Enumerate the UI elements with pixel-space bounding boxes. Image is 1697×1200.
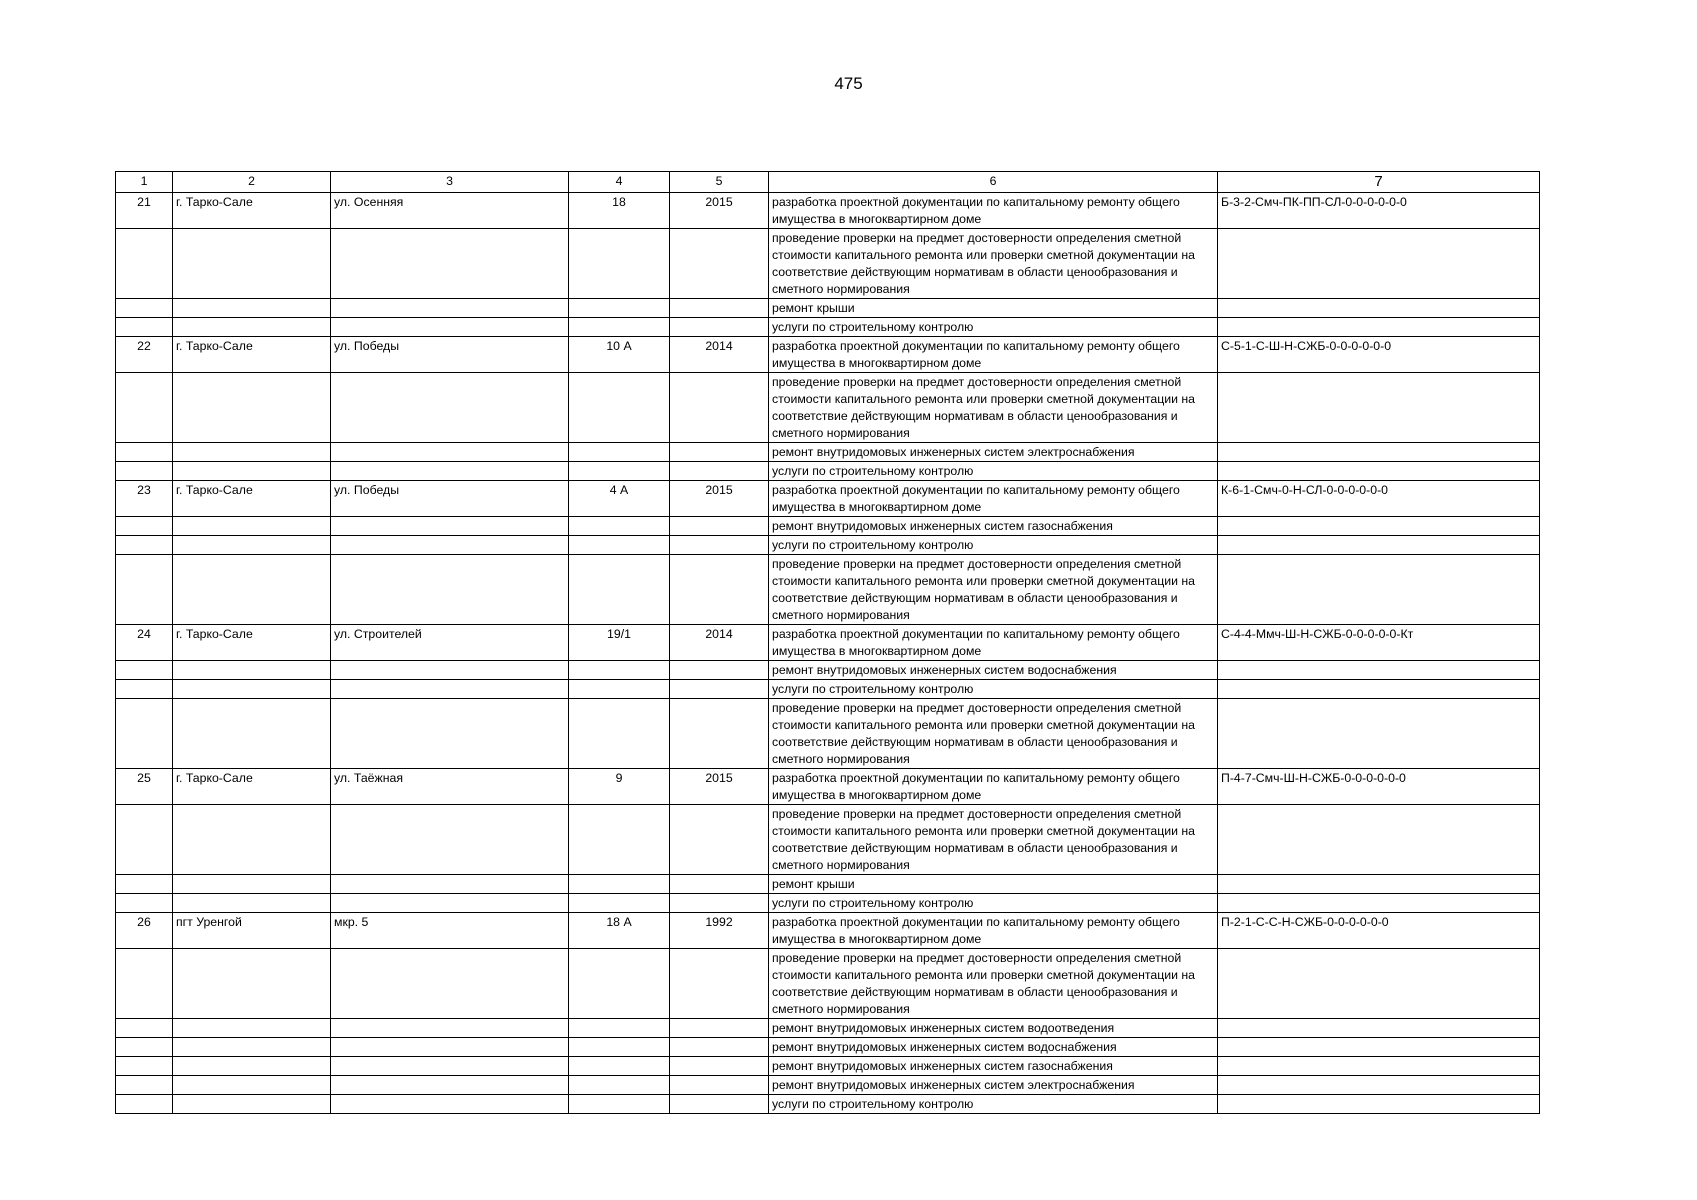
street-cell — [331, 462, 569, 481]
year-built-cell — [670, 373, 769, 443]
work-type-cell: услуги по строительному контролю — [769, 318, 1218, 337]
house-number-cell — [569, 462, 670, 481]
settlement-cell: г. Тарко-Сале — [173, 337, 331, 373]
table-row — [116, 318, 1540, 337]
settlement-cell: г. Тарко-Сале — [173, 769, 331, 805]
settlement-cell — [173, 373, 331, 443]
year-built-cell — [670, 1076, 769, 1095]
house-number-cell — [569, 373, 670, 443]
settlement-cell — [173, 517, 331, 536]
column-header: 5 — [670, 172, 769, 193]
street-cell — [331, 373, 569, 443]
table-row — [116, 1095, 1540, 1114]
row-number-cell — [116, 949, 173, 1019]
house-number-cell: 4 А — [569, 481, 670, 517]
year-built-cell — [670, 1057, 769, 1076]
table-row — [116, 680, 1540, 699]
building-code-cell — [1218, 1038, 1540, 1057]
settlement-cell — [173, 443, 331, 462]
work-type-cell: проведение проверки на предмет достоверности определения сметной стоимости капитального ремонта или проверки сметной документации на соответствие действующим нормативам в области ценообразования и сметного нормирования — [769, 373, 1218, 443]
house-number-cell: 9 — [569, 769, 670, 805]
settlement-cell — [173, 661, 331, 680]
building-code-cell: С-5-1-С-Ш-Н-СЖБ-0-0-0-0-0-0 — [1218, 337, 1540, 373]
work-type-cell: ремонт внутридомовых инженерных систем водоснабжения — [769, 1038, 1218, 1057]
house-number-cell — [569, 661, 670, 680]
building-code-cell — [1218, 517, 1540, 536]
house-number-cell — [569, 805, 670, 875]
building-code-cell — [1218, 680, 1540, 699]
table-row — [116, 875, 1540, 894]
year-built-cell — [670, 462, 769, 481]
house-number-cell — [569, 1095, 670, 1114]
table-row — [116, 1057, 1540, 1076]
row-number-cell — [116, 462, 173, 481]
column-header: 7 — [1218, 172, 1540, 193]
work-type-cell: проведение проверки на предмет достоверности определения сметной стоимости капитального ремонта или проверки сметной документации на соответствие действующим нормативам в области ценообразования и сметного нормирования — [769, 949, 1218, 1019]
row-number-cell: 26 — [116, 913, 173, 949]
column-header: 3 — [331, 172, 569, 193]
building-code-cell — [1218, 555, 1540, 625]
table-row — [116, 894, 1540, 913]
row-number-cell — [116, 1057, 173, 1076]
building-code-cell — [1218, 462, 1540, 481]
building-code-cell — [1218, 894, 1540, 913]
building-code-cell — [1218, 1057, 1540, 1076]
building-code-cell — [1218, 373, 1540, 443]
work-type-cell: ремонт внутридомовых инженерных систем водоотведения — [769, 1019, 1218, 1038]
house-number-cell — [569, 555, 670, 625]
street-cell — [331, 894, 569, 913]
house-number-cell — [569, 680, 670, 699]
work-type-cell: разработка проектной документации по капитальному ремонту общего имущества в многоквартирном доме — [769, 769, 1218, 805]
street-cell — [331, 299, 569, 318]
work-type-cell: разработка проектной документации по капитальному ремонту общего имущества в многоквартирном доме — [769, 337, 1218, 373]
settlement-cell: г. Тарко-Сале — [173, 481, 331, 517]
work-type-cell: ремонт внутридомовых инженерных систем газоснабжения — [769, 1057, 1218, 1076]
house-number-cell: 10 А — [569, 337, 670, 373]
building-code-cell: П-2-1-С-С-Н-СЖБ-0-0-0-0-0-0 — [1218, 913, 1540, 949]
table-row — [116, 699, 1540, 769]
row-number-cell — [116, 805, 173, 875]
house-number-cell — [569, 894, 670, 913]
house-number-cell — [569, 949, 670, 1019]
row-number-cell: 25 — [116, 769, 173, 805]
row-number-cell — [116, 661, 173, 680]
street-cell: ул. Победы — [331, 337, 569, 373]
table-row — [116, 443, 1540, 462]
house-number-cell: 19/1 — [569, 625, 670, 661]
table-row — [116, 1076, 1540, 1095]
year-built-cell: 2015 — [670, 481, 769, 517]
row-number-cell — [116, 1038, 173, 1057]
year-built-cell: 2015 — [670, 769, 769, 805]
settlement-cell — [173, 1095, 331, 1114]
street-cell — [331, 949, 569, 1019]
table-row — [116, 517, 1540, 536]
street-cell — [331, 1019, 569, 1038]
table-row — [116, 1019, 1540, 1038]
table-row — [116, 337, 1540, 373]
settlement-cell — [173, 1038, 331, 1057]
work-type-cell: услуги по строительному контролю — [769, 536, 1218, 555]
building-code-cell — [1218, 699, 1540, 769]
row-number-cell: 24 — [116, 625, 173, 661]
table-row — [116, 555, 1540, 625]
work-type-cell: разработка проектной документации по капитальному ремонту общего имущества в многоквартирном доме — [769, 625, 1218, 661]
settlement-cell — [173, 462, 331, 481]
house-number-cell — [569, 1057, 670, 1076]
street-cell — [331, 229, 569, 299]
row-number-cell: 21 — [116, 193, 173, 229]
settlement-cell — [173, 299, 331, 318]
street-cell — [331, 699, 569, 769]
settlement-cell — [173, 875, 331, 894]
street-cell: ул. Победы — [331, 481, 569, 517]
street-cell — [331, 1057, 569, 1076]
building-code-cell — [1218, 1019, 1540, 1038]
column-header: 1 — [116, 172, 173, 193]
table-row — [116, 193, 1540, 229]
work-type-cell: разработка проектной документации по капитальному ремонту общего имущества в многоквартирном доме — [769, 481, 1218, 517]
work-type-cell: услуги по строительному контролю — [769, 462, 1218, 481]
street-cell — [331, 517, 569, 536]
row-number-cell — [116, 894, 173, 913]
year-built-cell — [670, 1019, 769, 1038]
work-type-cell: ремонт внутридомовых инженерных систем электроснабжения — [769, 1076, 1218, 1095]
table-row — [116, 661, 1540, 680]
year-built-cell — [670, 699, 769, 769]
table-body — [116, 193, 1540, 1114]
work-type-cell: ремонт внутридомовых инженерных систем электроснабжения — [769, 443, 1218, 462]
settlement-cell — [173, 536, 331, 555]
row-number-cell — [116, 699, 173, 769]
table-row — [116, 769, 1540, 805]
settlement-cell: г. Тарко-Сале — [173, 193, 331, 229]
house-number-cell — [569, 536, 670, 555]
house-number-cell: 18 А — [569, 913, 670, 949]
street-cell — [331, 805, 569, 875]
house-number-cell — [569, 517, 670, 536]
work-type-cell: услуги по строительному контролю — [769, 1095, 1218, 1114]
house-number-cell — [569, 699, 670, 769]
street-cell — [331, 875, 569, 894]
year-built-cell — [670, 894, 769, 913]
year-built-cell: 1992 — [670, 913, 769, 949]
building-code-cell — [1218, 875, 1540, 894]
street-cell — [331, 1095, 569, 1114]
work-type-cell: ремонт крыши — [769, 299, 1218, 318]
street-cell — [331, 1076, 569, 1095]
year-built-cell — [670, 318, 769, 337]
year-built-cell — [670, 299, 769, 318]
row-number-cell — [116, 373, 173, 443]
row-number-cell — [116, 318, 173, 337]
table-row — [116, 805, 1540, 875]
building-code-cell: Б-3-2-Смч-ПК-ПП-СЛ-0-0-0-0-0-0 — [1218, 193, 1540, 229]
table-row — [116, 625, 1540, 661]
column-number-header-row — [116, 172, 1540, 193]
year-built-cell: 2015 — [670, 193, 769, 229]
work-type-cell: разработка проектной документации по капитальному ремонту общего имущества в многоквартирном доме — [769, 913, 1218, 949]
year-built-cell — [670, 1038, 769, 1057]
work-type-cell: проведение проверки на предмет достоверности определения сметной стоимости капитального ремонта или проверки сметной документации на соответствие действующим нормативам в области ценообразования и сметного нормирования — [769, 699, 1218, 769]
year-built-cell — [670, 555, 769, 625]
table-row — [116, 1038, 1540, 1057]
table-row — [116, 536, 1540, 555]
year-built-cell — [670, 680, 769, 699]
street-cell — [331, 318, 569, 337]
building-code-cell — [1218, 661, 1540, 680]
table-row — [116, 462, 1540, 481]
row-number-cell — [116, 229, 173, 299]
street-cell — [331, 536, 569, 555]
table-row — [116, 481, 1540, 517]
year-built-cell — [670, 229, 769, 299]
street-cell: мкр. 5 — [331, 913, 569, 949]
settlement-cell — [173, 680, 331, 699]
house-number-cell — [569, 299, 670, 318]
building-code-cell — [1218, 443, 1540, 462]
row-number-cell — [116, 875, 173, 894]
house-number-cell — [569, 1019, 670, 1038]
house-number-cell — [569, 443, 670, 462]
settlement-cell — [173, 699, 331, 769]
work-type-cell: проведение проверки на предмет достоверности определения сметной стоимости капитального ремонта или проверки сметной документации на соответствие действующим нормативам в области ценообразования и сметного нормирования — [769, 555, 1218, 625]
street-cell — [331, 661, 569, 680]
year-built-cell — [670, 536, 769, 555]
row-number-cell — [116, 1076, 173, 1095]
work-type-cell: ремонт крыши — [769, 875, 1218, 894]
column-header: 4 — [569, 172, 670, 193]
settlement-cell — [173, 229, 331, 299]
row-number-cell — [116, 299, 173, 318]
work-type-cell: услуги по строительному контролю — [769, 894, 1218, 913]
page-number: 475 — [834, 74, 863, 93]
row-number-cell — [116, 555, 173, 625]
street-cell — [331, 680, 569, 699]
work-type-cell: ремонт внутридомовых инженерных систем газоснабжения — [769, 517, 1218, 536]
year-built-cell — [670, 875, 769, 894]
table-row — [116, 229, 1540, 299]
year-built-cell — [670, 661, 769, 680]
settlement-cell — [173, 1076, 331, 1095]
house-number-cell — [569, 1076, 670, 1095]
building-code-cell: П-4-7-Смч-Ш-Н-СЖБ-0-0-0-0-0-0 — [1218, 769, 1540, 805]
building-code-cell: С-4-4-Ммч-Ш-Н-СЖБ-0-0-0-0-0-Кт — [1218, 625, 1540, 661]
settlement-cell — [173, 1019, 331, 1038]
year-built-cell: 2014 — [670, 337, 769, 373]
row-number-cell — [116, 1019, 173, 1038]
row-number-cell: 22 — [116, 337, 173, 373]
work-type-cell: ремонт внутридомовых инженерных систем водоснабжения — [769, 661, 1218, 680]
street-cell — [331, 1038, 569, 1057]
building-code-cell — [1218, 299, 1540, 318]
year-built-cell — [670, 805, 769, 875]
building-code-cell: К-6-1-Смч-0-Н-СЛ-0-0-0-0-0-0 — [1218, 481, 1540, 517]
building-code-cell — [1218, 1095, 1540, 1114]
building-code-cell — [1218, 805, 1540, 875]
row-number-cell — [116, 517, 173, 536]
house-number-cell — [569, 229, 670, 299]
settlement-cell — [173, 1057, 331, 1076]
settlement-cell: пгт Уренгой — [173, 913, 331, 949]
column-header: 2 — [173, 172, 331, 193]
house-number-cell — [569, 318, 670, 337]
street-cell: ул. Таёжная — [331, 769, 569, 805]
street-cell — [331, 443, 569, 462]
table-row — [116, 913, 1540, 949]
settlement-cell — [173, 949, 331, 1019]
building-code-cell — [1218, 318, 1540, 337]
house-number-cell — [569, 875, 670, 894]
row-number-cell: 23 — [116, 481, 173, 517]
row-number-cell — [116, 680, 173, 699]
year-built-cell — [670, 949, 769, 1019]
row-number-cell — [116, 1095, 173, 1114]
row-number-cell — [116, 443, 173, 462]
building-code-cell — [1218, 1076, 1540, 1095]
street-cell: ул. Осенняя — [331, 193, 569, 229]
year-built-cell: 2014 — [670, 625, 769, 661]
building-code-cell — [1218, 536, 1540, 555]
row-number-cell — [116, 536, 173, 555]
settlement-cell — [173, 318, 331, 337]
settlement-cell — [173, 555, 331, 625]
year-built-cell — [670, 1095, 769, 1114]
house-number-cell — [569, 1038, 670, 1057]
repair-register-table — [115, 171, 1540, 1114]
year-built-cell — [670, 517, 769, 536]
table-row — [116, 373, 1540, 443]
work-type-cell: проведение проверки на предмет достоверности определения сметной стоимости капитального ремонта или проверки сметной документации на соответствие действующим нормативам в области ценообразования и сметного нормирования — [769, 229, 1218, 299]
year-built-cell — [670, 443, 769, 462]
table-row — [116, 299, 1540, 318]
building-code-cell — [1218, 949, 1540, 1019]
work-type-cell: проведение проверки на предмет достоверности определения сметной стоимости капитального ремонта или проверки сметной документации на соответствие действующим нормативам в области ценообразования и сметного нормирования — [769, 805, 1218, 875]
table-row — [116, 949, 1540, 1019]
street-cell — [331, 555, 569, 625]
column-header: 6 — [769, 172, 1218, 193]
work-type-cell: разработка проектной документации по капитальному ремонту общего имущества в многоквартирном доме — [769, 193, 1218, 229]
settlement-cell: г. Тарко-Сале — [173, 625, 331, 661]
building-code-cell — [1218, 229, 1540, 299]
street-cell: ул. Строителей — [331, 625, 569, 661]
settlement-cell — [173, 894, 331, 913]
settlement-cell — [173, 805, 331, 875]
house-number-cell: 18 — [569, 193, 670, 229]
work-type-cell: услуги по строительному контролю — [769, 680, 1218, 699]
